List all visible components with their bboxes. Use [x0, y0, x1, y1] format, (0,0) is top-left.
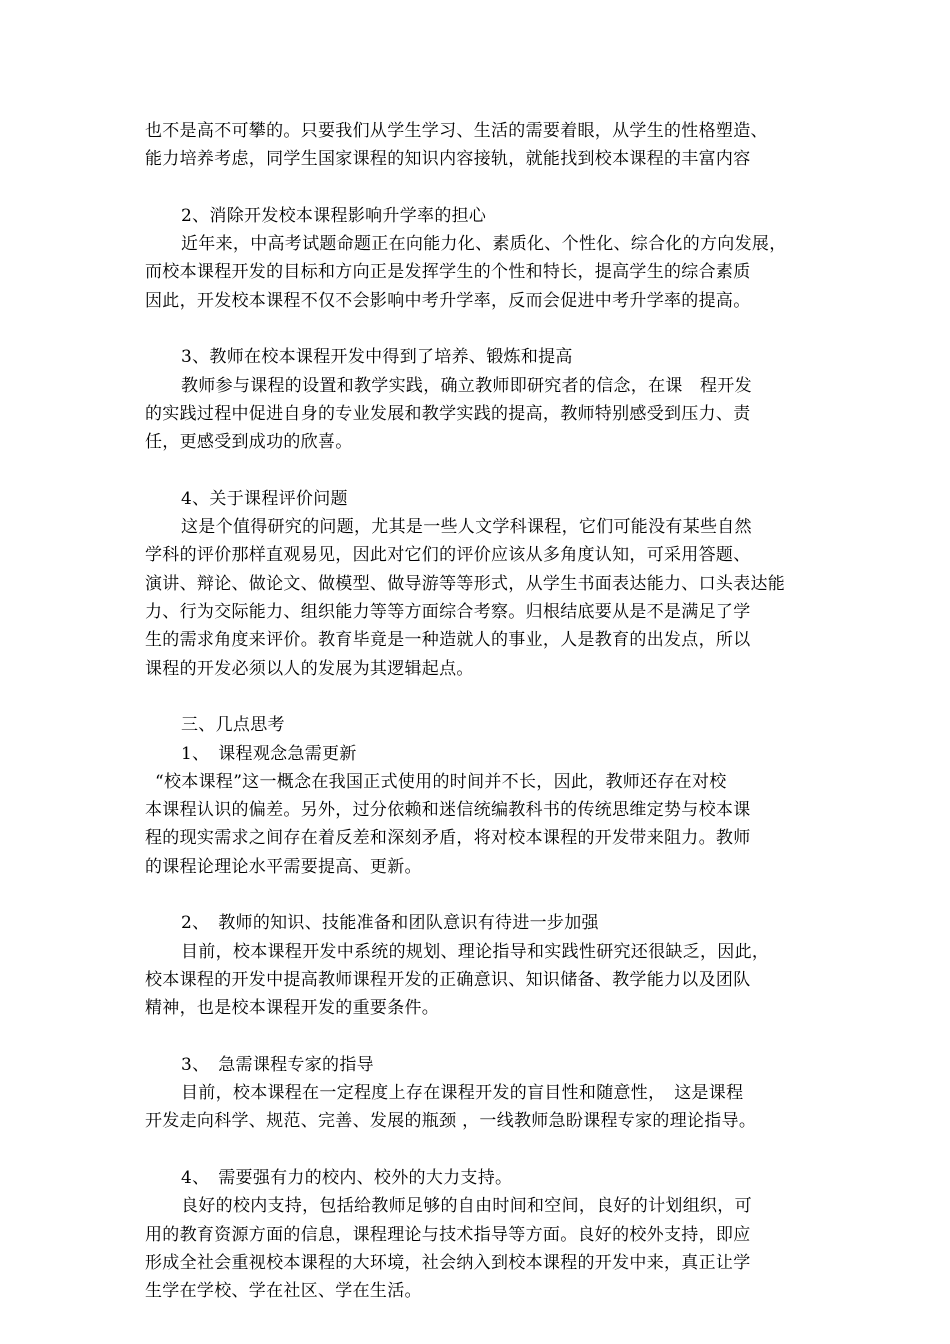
blank-line: [145, 315, 825, 343]
paragraph-line: 演讲、辩论、做论文、做模型、做导游等等形式，从学生书面表达能力、口头表达能: [145, 573, 786, 594]
paragraph-line: 目前，校本课程在一定程度上存在课程开发的盲目性和随意性， 这是课程: [181, 1083, 744, 1104]
section-heading: 2、消除开发校本课程影响升学率的担心: [181, 205, 487, 226]
paragraph-line: 近年来，中高考试题命题正在向能力化、素质化、个性化、综合化的方向发展，: [181, 234, 787, 255]
paragraph-line: 用的教育资源方面的信息，课程理论与技术指导等方面。良好的校外支持，即应: [145, 1224, 751, 1245]
blank-line: [145, 683, 825, 711]
paragraph-line: 也不是高不可攀的。只要我们从学生学习、生活的需要着眼，从学生的性格塑造、: [145, 121, 768, 141]
paragraph-line: 良好的校内支持，包括给教师足够的自由时间和空间，良好的计划组织，可: [181, 1196, 752, 1217]
paragraph-line: 而校本课程开发的目标和方向正是发挥学生的个性和特长，提高学生的综合素质: [145, 262, 751, 283]
section-heading: 4、关于课程评价问题: [181, 488, 348, 509]
blank-line: [145, 1136, 825, 1164]
paragraph-line: “校本课程”这一概念在我国正式使用的时间并不长，因此，教师还存在对校: [155, 771, 727, 792]
blank-line: [145, 457, 825, 485]
document-body: [145, 117, 825, 1305]
part-heading: 三、几点思考: [181, 715, 285, 736]
paragraph-line: 任，更感受到成功的欣喜。: [145, 432, 353, 453]
subsection-heading: 3、 急需课程专家的指导: [181, 1054, 374, 1075]
paragraph-line: 本课程认识的偏差。另外，过分依赖和迷信统编教科书的传统思维定势与校本课: [145, 800, 751, 821]
subsection-heading: 2、 教师的知识、技能准备和团队意识有待进一步加强: [181, 913, 599, 934]
paragraph-line: 目前，校本课程开发中系统的规划、理论指导和实践性研究还很缺乏，因此，: [181, 941, 770, 962]
paragraph-line: 这是个值得研究的问题，尤其是一些人文学科课程，它们可能没有某些自然: [181, 517, 752, 538]
subsection-heading: 1、 课程观念急需更新: [181, 743, 357, 764]
paragraph-line: 的课程论理论水平需要提高、更新。: [145, 856, 422, 877]
blank-line: [145, 1023, 825, 1051]
blank-line: [145, 881, 825, 909]
paragraph-line: 生学在学校、学在社区、学在生活。: [145, 1281, 422, 1302]
paragraph-line: 校本课程的开发中提高教师课程开发的正确意识、知识储备、教学能力以及团队: [145, 969, 751, 990]
blank-line: [145, 174, 825, 202]
paragraph-line: 学科的评价那样直观易见，因此对它们的评价应该从多角度认知，可采用答题、: [145, 545, 751, 566]
paragraph-line: 的实践过程中促进自身的专业发展和教学实践的提高，教师特别感受到压力、责: [145, 403, 751, 424]
paragraph-line: 力、行为交际能力、组织能力等等方面综合考察。归根结底要从是不是满足了学: [145, 602, 751, 623]
paragraph-line: 形成全社会重视校本课程的大环境，社会纳入到校本课程的开发中来，真正让学: [145, 1252, 751, 1273]
subsection-heading: 4、 需要强有力的校内、校外的大力支持。: [181, 1167, 513, 1188]
paragraph-line: 教师参与课程的设置和教学实践，确立教师即研究者的信念，在课 程开发: [181, 375, 752, 396]
paragraph-line: 精神，也是校本课程开发的重要条件。: [145, 998, 440, 1019]
paragraph-line: 因此，开发校本课程不仅不会影响中考升学率，反而会促进中考升学率的提高。: [145, 290, 751, 311]
paragraph-line: 程的现实需求之间存在着反差和深刻矛盾，将对校本课程的开发带来阻力。教师: [145, 828, 751, 849]
paragraph-line: 课程的开发必须以人的发展为其逻辑起点。: [145, 658, 474, 679]
paragraph-line: 能力培养考虑，同学生国家课程的知识内容接轨，就能找到校本课程的丰富内容: [145, 149, 751, 170]
section-heading: 3、教师在校本课程开发中得到了培养、锻炼和提高: [181, 347, 573, 368]
paragraph-line: 生的需求角度来评价。教育毕竟是一种造就人的事业，人是教育的出发点，所以: [145, 630, 751, 651]
paragraph-line: 开发走向科学、规范、完善、发展的瓶颈 ，一线教师急盼课程专家的理论指导。: [145, 1111, 757, 1132]
